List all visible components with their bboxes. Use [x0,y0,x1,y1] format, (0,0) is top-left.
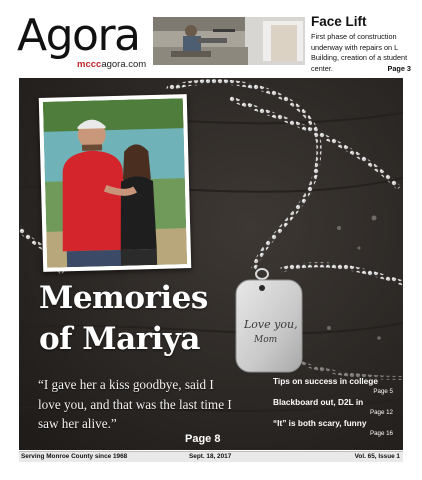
index-item-page: Page 5 [373,388,393,395]
cover-photo [19,78,403,450]
cover-quote: “I gave her a kiss goodbye, said I love you, and that was the last time I saw her alive.” [38,377,232,431]
footer-tagline: Serving Monroe County since 1968 [21,453,128,460]
index-item[interactable] [273,397,393,418]
teaser-body [311,32,415,74]
footer-date: Sept. 18, 2017 [189,453,232,460]
logo-wordmark: Agora [17,10,140,61]
story-index [273,376,393,439]
logo-website [77,59,146,70]
construction-photo-graphic [153,17,305,65]
index-item[interactable] [273,376,393,397]
dog-tag-graphic [232,266,308,374]
cover-quote-page[interactable]: Page 8 [185,433,221,445]
logo-website-rest: agora.com [101,59,147,70]
teaser-page: Page 3 [387,63,411,73]
masthead [0,0,422,76]
couple-photo-image [43,98,187,268]
index-item-page: Page 12 [369,409,393,416]
couple-photo-graphic [43,98,187,268]
logo-website-accent: mccc [77,59,102,70]
dog-tag-pendant [232,266,308,374]
cover-headline[interactable] [39,278,239,360]
tag-engraving-line1: Love you, [244,318,298,331]
index-item[interactable] [273,418,393,439]
face-lift-teaser[interactable] [311,14,415,74]
footer-volume: Vol. 65, Issue 1 [354,453,400,460]
headline-line1: Memories [39,280,208,316]
index-item-title: Tips on success in college [273,376,378,386]
index-item-page: Page 16 [369,430,393,437]
teaser-body-text: First phase of construction underway with repairs on L Building, creation of a student center. [311,32,408,73]
couple-photo [39,94,192,272]
index-item-title: “It” is both scary, funny [273,418,367,428]
construction-thumbnail-photo[interactable] [153,17,305,65]
footer-bar [19,451,403,462]
index-item-title: Blackboard out, D2L in [273,397,364,407]
headline-line2: of Mariya [39,321,200,357]
agora-logo[interactable] [17,10,147,70]
teaser-title: Face Lift [311,14,367,29]
tag-engraving-line2: Mom [254,335,278,345]
